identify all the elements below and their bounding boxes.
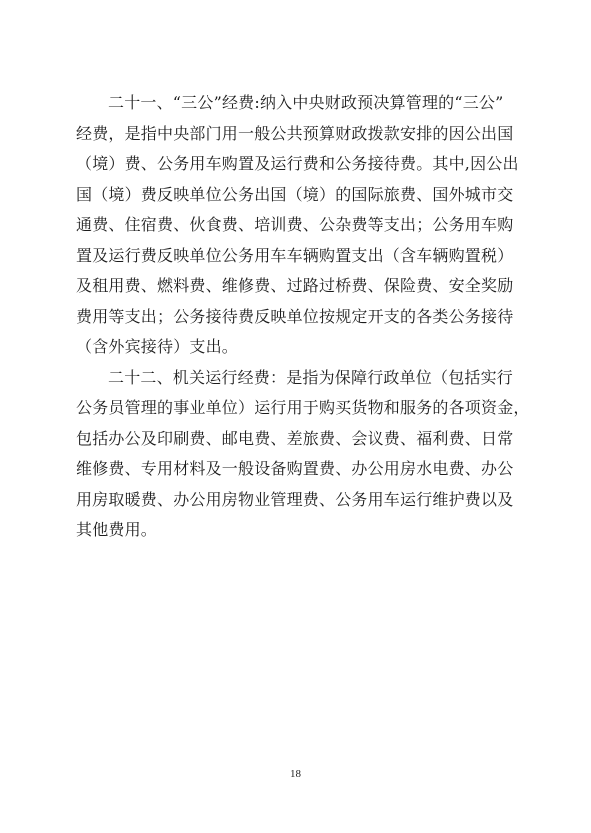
paragraph-line: 及租用费、燃料费、维修费、过路过桥费、保险费、安全奖励: [76, 276, 514, 295]
paragraph-line: 维修费、专用材料及一般设备购置费、办公用房水电费、办公: [76, 459, 514, 478]
paragraph-line: （境）费、公务用车购置及运行费和公务接待费。其中,因公出: [76, 154, 519, 173]
document-body: [76, 88, 528, 546]
paragraph-line: 其他费用。: [76, 520, 158, 539]
paragraph-line: 二十二、机关运行经费：是指为保障行政单位（包括实行: [108, 367, 514, 387]
page-number: 18: [290, 768, 301, 780]
paragraph-line: 通费、住宿费、伙食费、培训费、公杂费等支出；公务用车购: [76, 215, 514, 234]
paragraph-line: 公务员管理的事业单位）运行用于购买货物和服务的各项资金，: [76, 398, 530, 417]
paragraph-line: 经费，是指中央部门用一般公共预算财政拨款安排的因公出国: [76, 123, 514, 143]
paragraph-line: 二十一、“三公”经费:纳入中央财政预决算管理的“三公”: [108, 93, 504, 112]
paragraph-line: （含外宾接待）支出。: [76, 337, 239, 356]
paragraph-operating-expenses: [76, 363, 528, 546]
paragraph-line: 用房取暖费、办公用房物业管理费、公务用车运行维护费以及: [76, 489, 514, 509]
paragraph-line: 费用等支出；公务接待费反映单位按规定开支的各类公务接待: [76, 306, 514, 326]
paragraph-line: 包括办公及印刷费、邮电费、差旅费、会议费、福利费、日常: [76, 428, 514, 448]
paragraph-line: 国（境）费反映单位公务出国（境）的国际旅费、国外城市交: [76, 184, 514, 204]
paragraph-line: 置及运行费反映单位公务用车车辆购置支出（含车辆购置税）: [76, 245, 514, 265]
paragraph-three-public-expenses: [76, 88, 528, 363]
